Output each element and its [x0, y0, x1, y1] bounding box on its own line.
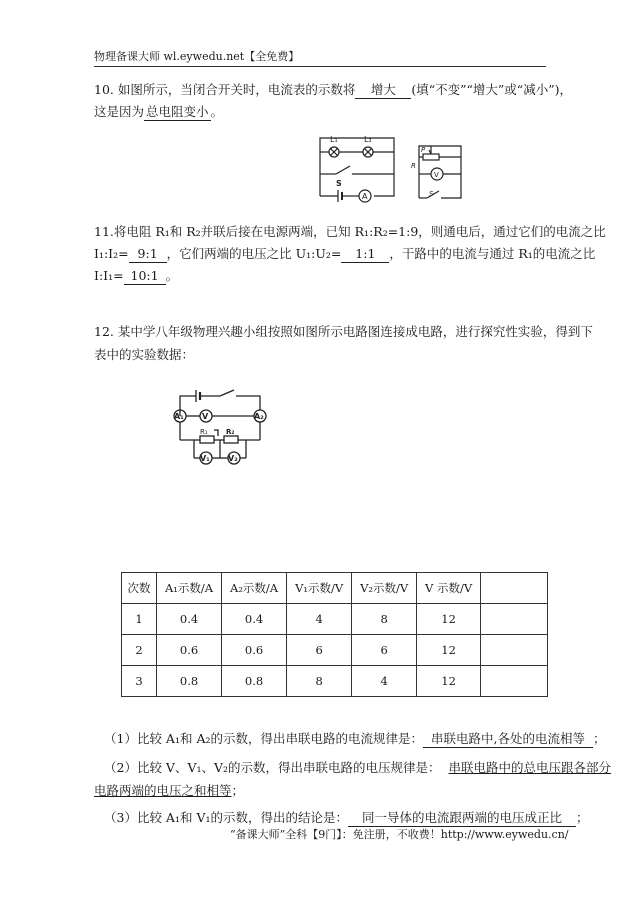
q12-label-a1: A₁	[174, 412, 184, 421]
table-header-cell	[481, 573, 548, 604]
q10-answer-1: 增大	[355, 82, 411, 99]
conclusion-3-end: ；	[576, 810, 589, 825]
conclusion-1-end: ；	[592, 731, 606, 746]
q10-text-1: 10. 如图所示，当闭合开关时，电流表的示数将	[94, 82, 356, 97]
table-row	[122, 604, 548, 635]
table-cell: 0.6	[222, 635, 287, 666]
table-cell: 0.8	[157, 666, 222, 697]
table-cell: 6	[352, 635, 417, 666]
table-cell: 0.8	[222, 666, 287, 697]
page-header: 物理备课大师 wl.eywedu.net【全免费】	[94, 50, 300, 63]
table-cell: 4	[352, 666, 417, 697]
q12-label-v1: V₁	[200, 454, 210, 463]
conclusion-2-answer-2: 电路两端的电压之和相等	[94, 783, 232, 798]
q10-text-2: (填“不变”“增大”或“减小”)，	[411, 82, 572, 97]
table-cell: 0.4	[157, 604, 222, 635]
q12-line-2: 表中的实验数据：	[94, 347, 195, 362]
table-cell: 3	[122, 666, 157, 697]
table-header-cell: V₁示数/V	[287, 573, 352, 604]
q10-line-2	[94, 100, 554, 124]
table-row	[122, 666, 548, 697]
table-header-cell: A₂示数/A	[222, 573, 287, 604]
conclusion-1-text: （1）比较 A₁和 A₂的示数，得出串联电路的电流规律是：	[104, 731, 423, 746]
q10-circuit-left	[316, 132, 400, 206]
q11-answer-2: 1:1	[341, 246, 389, 263]
q10-text-4: 。	[210, 104, 224, 119]
q10-label-v: V	[434, 171, 439, 179]
q10-label-p: P	[421, 146, 426, 154]
table-cell: 12	[417, 604, 481, 635]
q11-text-c: ，干路中的电流与通过 R₁的电流之比	[389, 246, 596, 261]
q10-label-r: R	[411, 162, 416, 170]
q10-answer-2: 总电阻变小	[146, 104, 209, 119]
q10-text-3: 这是因为	[94, 104, 145, 119]
q10-label-a: A	[362, 192, 368, 201]
table-cell: 0.6	[157, 635, 222, 666]
table-cell	[481, 666, 548, 697]
conclusion-3-answer: 同一导体的电流跟两端的电压成正比	[348, 810, 576, 827]
q11-text-e: 。	[165, 268, 179, 283]
page-footer: “备课大师”全科【9门】：免注册，不收费！http://www.eywedu.cn/	[230, 828, 569, 841]
conclusion-2-text: （2）比较 V、V₁、V₂的示数，得出串联电路的电压规律是：	[104, 760, 441, 775]
table-cell: 12	[417, 666, 481, 697]
table-cell: 6	[287, 635, 352, 666]
table-cell: 12	[417, 635, 481, 666]
table-row	[122, 635, 548, 666]
table-cell: 2	[122, 635, 157, 666]
conclusion-2	[104, 756, 612, 780]
data-table	[121, 572, 548, 697]
conclusion-2-answer-1: 串联电路中的总电压跟各部分	[448, 760, 612, 775]
q11-answer-3: 10:1	[124, 268, 166, 285]
conclusion-2-cont	[94, 779, 554, 803]
conclusion-3-text: （3）比较 A₁和 V₁的示数，得出的结论是：	[104, 810, 348, 825]
q12-label-r1: R₁	[200, 428, 208, 436]
q10-label-l1: L₁	[330, 135, 338, 144]
table-cell: 4	[287, 604, 352, 635]
q11-line-1: 11.将电阻 R₁和 R₂并联后接在电源两端，已知 R₁:R₂=1:9，则通电后，通过它们的电流之比	[94, 224, 606, 239]
conclusion-1-answer: 串联电路中,各处的电流相等	[423, 731, 593, 748]
q11-line-2	[94, 242, 596, 266]
table-cell	[481, 635, 548, 666]
q12-line-1: 12. 某中学八年级物理兴趣小组按照如图所示电路图连接成电路，进行探究性实验，得到下	[94, 324, 593, 339]
q12-label-v: V	[202, 412, 209, 421]
q11-answer-1: 9:1	[129, 246, 167, 263]
table-header-cell: V 示数/V	[417, 573, 481, 604]
q12-label-a2: A₂	[254, 412, 264, 421]
conclusion-1	[104, 727, 606, 751]
q12-label-v2: V₂	[228, 454, 238, 463]
table-header-row	[122, 573, 548, 604]
q10-label-l2: L₂	[364, 135, 372, 144]
q10-circuit-right	[407, 138, 467, 210]
table-cell	[481, 604, 548, 635]
table-cell: 8	[287, 666, 352, 697]
conclusion-2-end: ；	[231, 783, 245, 798]
q11-line-3	[94, 264, 554, 288]
q11-text-a: I₁:I₂=	[94, 246, 129, 261]
table-header-cell: V₂示数/V	[352, 573, 417, 604]
q12-circuit	[162, 388, 274, 468]
q10-label-s2: S	[429, 190, 434, 198]
q11-text-d: I:I₁=	[94, 268, 124, 283]
q10-line-1	[94, 78, 572, 102]
table-header-cell: 次数	[122, 573, 157, 604]
table-cell: 8	[352, 604, 417, 635]
q11-text-b: ，它们两端的电压之比 U₁:U₂=	[166, 246, 342, 261]
q12-label-r2: R₂	[226, 428, 235, 436]
table-cell: 1	[122, 604, 157, 635]
table-cell: 0.4	[222, 604, 287, 635]
header-divider	[94, 66, 546, 67]
q10-label-s: S	[336, 179, 342, 188]
table-header-cell: A₁示数/A	[157, 573, 222, 604]
